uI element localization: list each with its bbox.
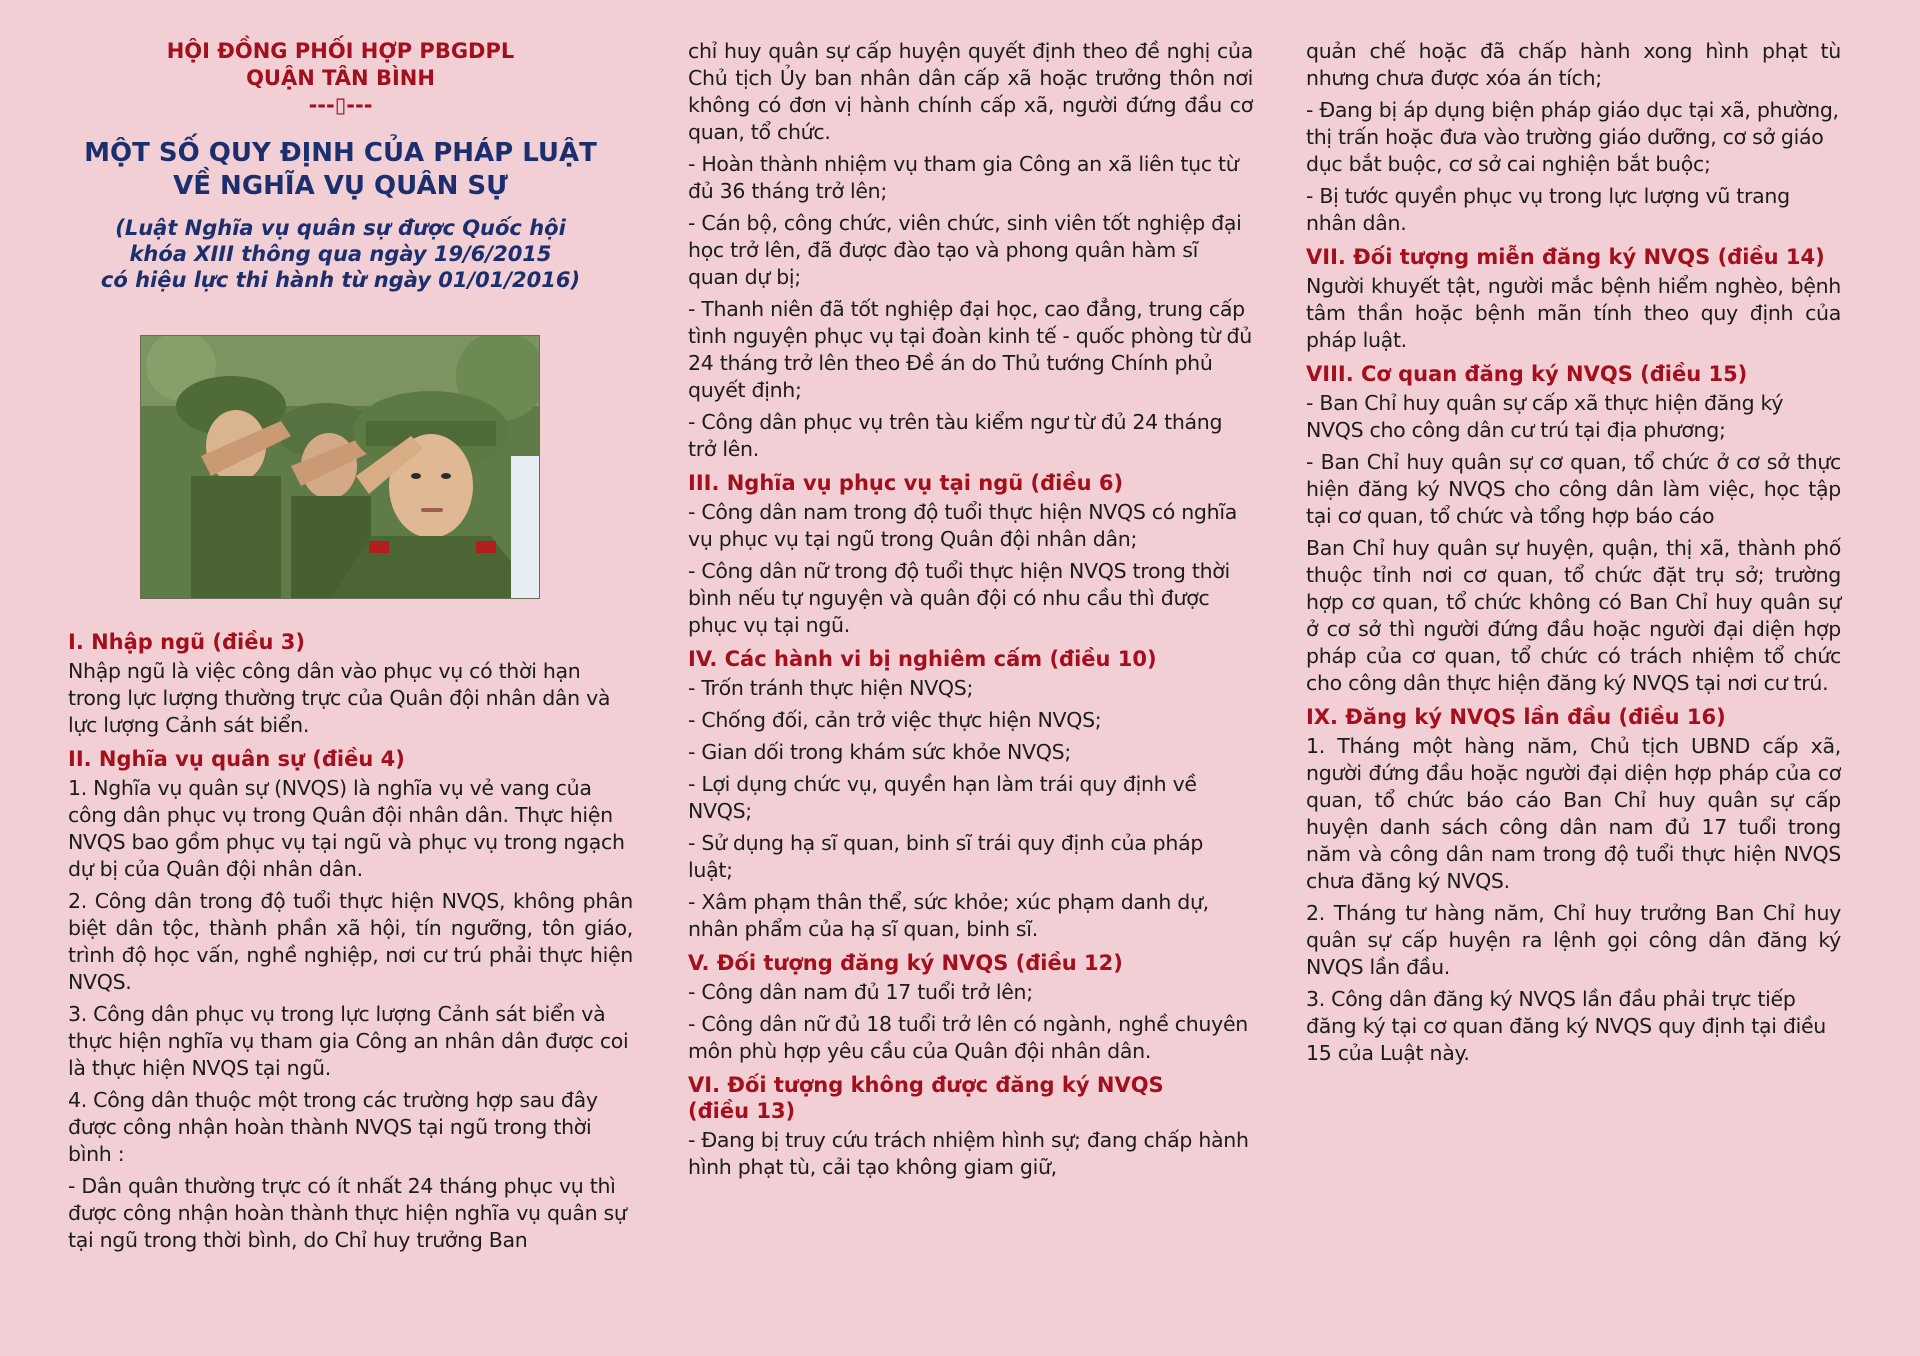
col3-paragraph-3: - Bị tước quyền phục vụ trong lực lượng vũ trang nhân dân.: [1306, 184, 1790, 235]
col2-paragraph-3: - Cán bộ, công chức, viên chức, sinh viên tốt nghiệp đại học trở lên, đã được đào tạo và phong quân hàm sĩ quan dự bị;: [688, 211, 1242, 289]
title-line-2: VỀ NGHĨA VỤ QUÂN SỰ: [173, 171, 508, 201]
section-2-paragraph-3: 3. Công dân phục vụ trong lực lượng Cảnh sát biển và thực hiện nghĩa vụ tham gia Công an nhân dân được coi là thực hiện NVQS tại ngũ.: [68, 1002, 629, 1080]
subtitle-line-3: có hiệu lực thi hành từ ngày 01/01/2016): [100, 268, 581, 292]
section-4-item-3: - Gian dối trong khám sức khỏe NVQS;: [688, 740, 1071, 764]
document-title: [68, 137, 633, 203]
col2-paragraph-5: - Công dân phục vụ trên tàu kiểm ngư từ đủ 24 tháng trở lên.: [688, 410, 1223, 461]
org-line-2: QUẬN TÂN BÌNH: [246, 66, 435, 90]
section-7-paragraph: Người khuyết tật, người mắc bệnh hiểm nghèo, bệnh tâm thần hoặc bệnh mãn tính theo quy định của pháp luật.: [1306, 274, 1841, 352]
section-7-heading: VII. Đối tượng miễn đăng ký NVQS (điều 14): [1306, 245, 1825, 269]
section-3-heading: III. Nghĩa vụ phục vụ tại ngũ (điều 6): [688, 471, 1124, 495]
section-4-item-2: - Chống đối, cản trở việc thực hiện NVQS;: [688, 708, 1102, 732]
section-8-heading: VIII. Cơ quan đăng ký NVQS (điều 15): [1306, 362, 1748, 386]
section-6-heading-line-2: (điều 13): [688, 1099, 796, 1123]
section-8-item-2: - Ban Chỉ huy quân sự cơ quan, tổ chức ở cơ sở thực hiện đăng ký NVQS cho công dân làm việc, học tập tại cơ quan, tổ chức và tổng hợp báo cáo: [1306, 450, 1841, 528]
section-6-heading-line-1: VI. Đối tượng không được đăng ký NVQS: [688, 1073, 1164, 1097]
section-2-paragraph-4: 4. Công dân thuộc một trong các trường hợp sau đây được công nhận hoàn thành NVQS tại ngũ trong thời bình :: [68, 1088, 598, 1166]
org-divider: ---▯---: [308, 93, 373, 117]
section-2-paragraph-2: 2. Công dân trong độ tuổi thực hiện NVQS, không phân biệt dân tộc, thành phần xã hội, tín ngưỡng, tôn giáo, trình độ học vấn, nghề nghiệp, nơi cư trú phải thực hiện NVQS.: [68, 889, 633, 994]
subtitle-line-2: khóa XIII thông qua ngày 19/6/2015: [129, 242, 552, 266]
section-4-item-6: - Xâm phạm thân thể, sức khỏe; xúc phạm danh dự, nhân phẩm của hạ sĩ quan, binh sĩ.: [688, 890, 1209, 941]
col2-paragraph-1: chỉ huy quân sự cấp huyện quyết định theo đề nghị của Chủ tịch Ủy ban nhân dân cấp xã hoặc trưởng thôn nơi không có đơn vị hành chính cấp xã, người đứng đầu cơ quan, tổ chức.: [688, 39, 1253, 144]
col2-paragraph-2: - Hoàn thành nhiệm vụ tham gia Công an xã liên tục từ đủ 36 tháng trở lên;: [688, 152, 1239, 203]
section-9-item-2: 2. Tháng tư hàng năm, Chỉ huy trưởng Ban Chỉ huy quân sự cấp huyện ra lệnh gọi công dân đăng ký NVQS lần đầu.: [1306, 901, 1841, 979]
section-6-item-1: - Đang bị truy cứu trách nhiệm hình sự; đang chấp hành hình phạt tù, cải tạo không giam giữ,: [688, 1128, 1249, 1179]
column-2: [688, 38, 1253, 1186]
soldiers-saluting-photo: [140, 335, 540, 599]
org-line-1: HỘI ĐỒNG PHỐI HỢP PBGDPL: [166, 39, 515, 63]
organization-header: [68, 38, 633, 119]
section-4-item-1: - Trốn tránh thực hiện NVQS;: [688, 676, 974, 700]
section-2-paragraph-1: 1. Nghĩa vụ quân sự (NVQS) là nghĩa vụ vẻ vang của công dân phục vụ trong Quân đội nhân dân. Thực hiện NVQS bao gồm phục vụ tại ngũ và phục vụ trong ngạch dự bị của Quân đội nhân dân.: [68, 776, 625, 881]
section-6-heading: [688, 1072, 1253, 1124]
section-9-item-1: 1. Tháng một hàng năm, Chủ tịch UBND cấp xã, người đứng đầu hoặc người đại diện hợp pháp của cơ quan, tổ chức báo cáo Ban Chỉ huy quân sự cấp huyện danh sách công dân nam đủ 17 tuổi trong năm và công dân nam trong độ tuổi thực hiện NVQS chưa đăng ký NVQS.: [1306, 734, 1841, 893]
section-5-heading: V. Đối tượng đăng ký NVQS (điều 12): [688, 951, 1123, 975]
subtitle-line-1: (Luật Nghĩa vụ quân sự được Quốc hội: [115, 216, 566, 240]
section-4-heading: IV. Các hành vi bị nghiêm cấm (điều 10): [688, 647, 1157, 671]
section-2-paragraph-5: - Dân quân thường trực có ít nhất 24 tháng phục vụ thì được công nhận hoàn thành thực hiện nghĩa vụ quân sự tại ngũ trong thời bình, do Chỉ huy trưởng Ban: [68, 1174, 627, 1252]
col3-paragraph-2: - Đang bị áp dụng biện pháp giáo dục tại xã, phường, thị trấn hoặc đưa vào trường giáo dưỡng, cơ sở giáo dục bắt buộc, cơ sở cai nghiện bắt buộc;: [1306, 98, 1839, 176]
col2-paragraph-4: - Thanh niên đã tốt nghiệp đại học, cao đẳng, trung cấp tình nguyện phục vụ tại đoàn kinh tế - quốc phòng từ đủ 24 tháng trở lên theo Đề án do Thủ tướng Chính phủ quyết định;: [688, 297, 1252, 402]
section-8-item-3: Ban Chỉ huy quân sự huyện, quận, thị xã, thành phố thuộc tỉnh nơi cơ quan, tổ chức đặt trụ sở; trường hợp cơ quan, tổ chức không có Ban Chỉ huy quân sự ở cơ sở thì người đứng đầu hoặc người đại diện hợp pháp của cơ quan, tổ chức có trách nhiệm tổ chức cho công dân thực hiện đăng ký NVQS tại nơi cư trú.: [1306, 536, 1841, 695]
section-8-item-1: - Ban Chỉ huy quân sự cấp xã thực hiện đăng ký NVQS cho công dân cư trú tại địa phương;: [1306, 391, 1784, 442]
section-3-paragraph-2: - Công dân nữ trong độ tuổi thực hiện NVQS trong thời bình nếu tự nguyện và quân đội có nhu cầu thì được phục vụ tại ngũ.: [688, 559, 1230, 637]
column-1: [68, 38, 633, 1259]
photo-illustration: [141, 336, 539, 598]
section-9-item-3: 3. Công dân đăng ký NVQS lần đầu phải trực tiếp đăng ký tại cơ quan đăng ký NVQS quy định tại điều 15 của Luật này.: [1306, 987, 1827, 1065]
section-1-paragraph: Nhập ngũ là việc công dân vào phục vụ có thời hạn trong lực lượng thường trực của Quân đội nhân dân và lực lượng Cảnh sát biển.: [68, 659, 611, 737]
section-4-item-5: - Sử dụng hạ sĩ quan, binh sĩ trái quy định của pháp luật;: [688, 831, 1204, 882]
section-2-heading: II. Nghĩa vụ quân sự (điều 4): [68, 747, 405, 771]
col3-paragraph-1: quản chế hoặc đã chấp hành xong hình phạt tù nhưng chưa được xóa án tích;: [1306, 39, 1841, 90]
section-4-item-4: - Lợi dụng chức vụ, quyền hạn làm trái quy định về NVQS;: [688, 772, 1197, 823]
column-3: [1306, 38, 1841, 1072]
section-3-paragraph-1: - Công dân nam trong độ tuổi thực hiện NVQS có nghĩa vụ phục vụ tại ngũ trong Quân đội nhân dân;: [688, 500, 1237, 551]
title-line-1: MỘT SỐ QUY ĐỊNH CỦA PHÁP LUẬT: [84, 138, 597, 168]
section-1-heading: I. Nhập ngũ (điều 3): [68, 630, 305, 654]
section-9-heading: IX. Đăng ký NVQS lần đầu (điều 16): [1306, 705, 1726, 729]
document-subtitle: [68, 215, 633, 293]
section-5-item-1: - Công dân nam đủ 17 tuổi trở lên;: [688, 980, 1033, 1004]
section-5-item-2: - Công dân nữ đủ 18 tuổi trở lên có ngành, nghề chuyên môn phù hợp yêu cầu của Quân đội nhân dân.: [688, 1012, 1248, 1063]
